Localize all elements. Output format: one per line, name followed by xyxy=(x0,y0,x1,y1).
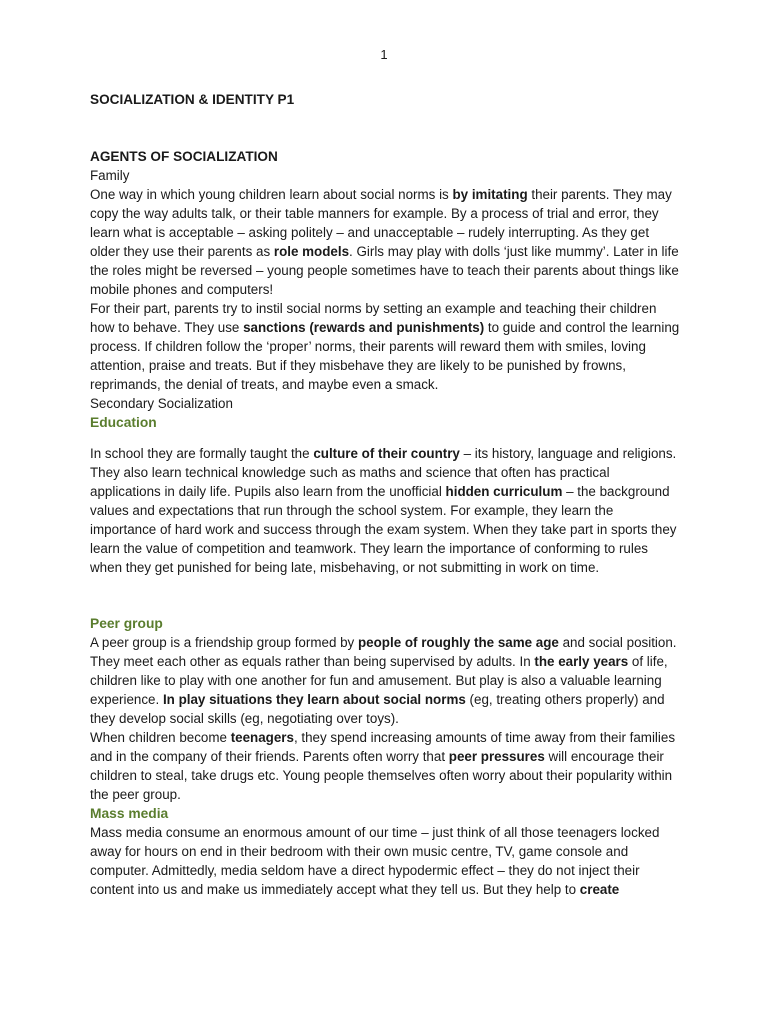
spacer xyxy=(90,432,680,444)
emphasis-culture: culture of their country xyxy=(313,446,460,461)
secondary-socialization-label: Secondary Socialization xyxy=(90,396,233,411)
emphasis-teenagers: teenagers xyxy=(230,730,294,745)
emphasis-same-age: people of roughly the same age xyxy=(357,635,559,650)
education-paragraph: In school they are formally taught the culture of their country – its history, language and religions. They also learn technical knowledge such as maths and science that often has practical applications in daily life. Pupils also learn from the unofficial hidden curriculum – the background values and expectations that run through the school system. For example, they learn the importance of hard work and success through the exam system. When they take part in sports they learn the value of competition and teamwork. They learn the importance of conforming to rules when they get punished for being late, misbehaving, or not submitting in work on time. xyxy=(90,446,677,575)
family-label: Family xyxy=(90,168,130,183)
emphasis-by-imitating: by imitating xyxy=(452,187,528,202)
emphasis-hidden-curriculum: hidden curriculum xyxy=(445,484,563,499)
emphasis-peer-pressures: peer pressures xyxy=(448,749,545,764)
emphasis-play-situations: In play situations they learn about social norms xyxy=(162,692,466,707)
document-title: SOCIALIZATION & IDENTITY P1 xyxy=(90,92,295,107)
family-paragraph-2: For their part, parents try to instil social norms by setting an example and teaching their children how to behave. They use sanctions (rewards and punishments) to guide and control the learning process. If children follow the ‘proper’ norms, their parents will reward them with smiles, loving attention, praise and treats. But if they misbehave they are likely to be punished by frowns, reprimands, the denial of treats, and maybe even a smack. xyxy=(90,301,680,392)
page-number: 1 xyxy=(380,47,388,62)
mass-media-paragraph: Mass media consume an enormous amount of our time – just think of all those teenagers locked away for hours on end in their bedroom with their own music centre, TV, game console and computer. Admittedly, media seldom have a direct hypodermic effect – they do not inject their content into us and make us immediately accept what they tell us. But they help to create xyxy=(90,825,660,897)
spacer xyxy=(90,577,680,614)
mass-media-heading: Mass media xyxy=(90,806,169,821)
peer-paragraph-2: When children become teenagers, they spend increasing amounts of time away from their families and in the company of their friends. Parents often worry that peer pressures will encourage their children to steal, take drugs etc. Young people themselves often worry about their popularity within the peer group. xyxy=(90,730,676,802)
emphasis-create: create xyxy=(579,882,620,897)
agents-heading: AGENTS OF SOCIALIZATION xyxy=(90,149,278,164)
emphasis-sanctions: sanctions (rewards and punishments) xyxy=(243,320,485,335)
family-paragraph-1: One way in which young children learn about social norms is by imitating their parents. They may copy the way adults talk, or their table manners for example. By a process of trial and error, they learn what is acceptable – asking politely – and unacceptable – rudely interrupting. As they get older they use their parents as role models. Girls may play with dolls ‘just like mummy’. Later in life the roles might be reversed – young people sometimes have to teach their parents about things like mobile phones and computers! xyxy=(90,187,679,297)
peer-group-heading: Peer group xyxy=(90,616,163,631)
emphasis-role-models: role models xyxy=(273,244,350,259)
peer-paragraph-1: A peer group is a friendship group formed by people of roughly the same age and social position. They meet each other as equals rather than being supervised by adults. In the early years of life, children like to play with one another for fun and amusement. But play is also a valuable learning experience. In play situations they learn about social norms (eg, treating others properly) and they develop social skills (eg, negotiating over toys). xyxy=(90,635,677,726)
emphasis-early-years: the early years xyxy=(534,654,629,669)
education-heading: Education xyxy=(90,415,157,430)
document-body xyxy=(90,90,680,899)
